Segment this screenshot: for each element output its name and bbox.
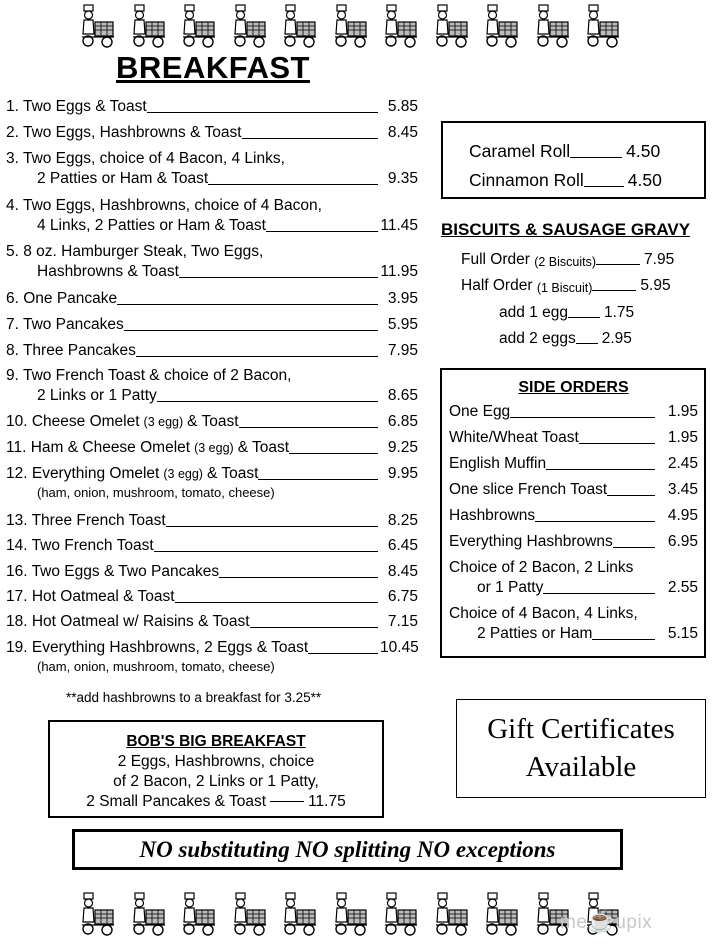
menu-item-note: (3 egg)	[194, 441, 234, 455]
menu-item-price: 7.95	[387, 342, 418, 359]
side-order-price: 1.95	[667, 429, 698, 446]
menu-item-note: (3 egg)	[143, 415, 184, 429]
side-order-name: 2 Patties or Ham	[477, 625, 593, 642]
menu-item-price: 8.25	[387, 512, 418, 529]
menu-item	[6, 587, 418, 607]
menu-item	[6, 149, 418, 189]
rolls-box	[441, 121, 706, 199]
menu-item-name: 10. Cheese Omelet	[6, 413, 140, 430]
side-order-name: One slice French Toast	[449, 481, 608, 498]
chef-cart-icon	[585, 4, 621, 48]
side-order-item	[449, 480, 698, 506]
menu-item-price: 9.25	[387, 439, 418, 456]
policy-text: NO substituting NO splitting NO exceptions	[139, 837, 556, 862]
menu-item-name: 18. Hot Oatmeal w/ Raisins & Toast	[6, 613, 250, 630]
side-order-name: or 1 Patty	[477, 579, 544, 596]
menu-item	[6, 289, 418, 309]
side-order-item	[449, 428, 698, 454]
menu-item-price: 8.45	[387, 563, 418, 580]
side-order-item	[449, 532, 698, 558]
side-order-name: Choice of 4 Bacon, 4 Links,	[449, 605, 638, 622]
menu-item	[6, 412, 418, 432]
menu-item-name: 9. Two French Toast & choice of 2 Bacon,	[6, 367, 292, 384]
menu-item-name: & Toast	[237, 439, 290, 456]
menu-item-name: 17. Hot Oatmeal & Toast	[6, 588, 175, 605]
menu-item	[6, 341, 418, 361]
menu-item-name: 12. Everything Omelet	[6, 465, 160, 482]
menu-item-name: 4. Two Eggs, Hashbrowns, choice of 4 Bacon,	[6, 197, 322, 214]
chef-cart-icon	[80, 4, 116, 48]
gift-certificates-box	[456, 699, 706, 798]
bobs-line: of 2 Bacon, 2 Links or 1 Patty,	[113, 773, 319, 790]
menu-item	[6, 612, 418, 632]
menu-item	[6, 438, 418, 458]
menu-item-price: 6.75	[387, 588, 418, 605]
menu-item-price: 6.85	[387, 413, 418, 430]
menu-item	[6, 536, 418, 556]
chef-cart-icon	[383, 4, 419, 48]
menu-item-name: 2. Two Eggs, Hashbrowns & Toast	[6, 124, 242, 141]
chef-cart-icon	[434, 4, 470, 48]
biscuits-heading: BISCUITS & SAUSAGE GRAVY	[441, 220, 691, 239]
menu-item-price: 6.45	[387, 537, 418, 554]
menu-item	[6, 464, 418, 502]
add-one-egg-price: 1.75	[603, 304, 635, 321]
chef-cart-icon	[484, 892, 520, 936]
menu-item-name: 3. Two Eggs, choice of 4 Bacon, 4 Links,	[6, 150, 285, 167]
side-order-price: 2.55	[667, 579, 698, 596]
menu-item-price: 11.45	[380, 217, 418, 234]
menu-item-note: (3 egg)	[163, 467, 203, 481]
chef-cart-icon	[181, 4, 217, 48]
chef-cart-icon	[333, 892, 369, 936]
roll-row: Caramel Roll 4.50	[469, 141, 661, 161]
chef-cart-icon	[282, 4, 318, 48]
side-order-item	[449, 454, 698, 480]
watermark: me☕upix	[560, 908, 653, 933]
side-order-name: Hashbrowns	[449, 507, 536, 524]
chef-cart-icon	[131, 892, 167, 936]
menu-item	[6, 123, 418, 143]
add-one-egg: add 1 egg 1.75	[499, 304, 635, 321]
menu-item-ingredients: (ham, onion, mushroom, tomato, cheese)	[37, 659, 275, 674]
policy-banner	[72, 829, 623, 870]
chef-cart-icon	[80, 892, 116, 936]
chef-cart-icon	[484, 4, 520, 48]
chef-cart-icon	[131, 4, 167, 48]
chef-cart-icon	[181, 892, 217, 936]
gift-line: Gift Certificates	[487, 713, 675, 745]
menu-item	[6, 97, 418, 117]
roll-row: Cinnamon Roll 4.50	[469, 170, 662, 190]
menu-item-name: 2 Patties or Ham & Toast	[37, 170, 209, 187]
menu-item-name: 8. Three Pancakes	[6, 342, 136, 359]
add-two-eggs-price: 2.95	[601, 330, 632, 347]
chef-cart-icon	[232, 4, 268, 48]
page-title: BREAKFAST	[116, 50, 310, 85]
side-order-price: 1.95	[667, 403, 698, 420]
menu-item-price: 8.65	[387, 387, 418, 404]
menu-item	[6, 196, 418, 236]
menu-item-name: & Toast	[206, 465, 259, 482]
menu-item	[6, 315, 418, 335]
biscuits-full-order: Full Order (2 Biscuits) 7.95	[461, 251, 675, 269]
side-order-name: Choice of 2 Bacon, 2 Links	[449, 559, 634, 576]
menu-item	[6, 242, 418, 282]
side-order-price: 5.15	[667, 625, 698, 642]
menu-item-price: 7.15	[387, 613, 418, 630]
side-order-item	[449, 402, 698, 428]
chef-cart-icon	[282, 892, 318, 936]
menu-item	[6, 511, 418, 531]
menu-item-name: 5. 8 oz. Hamburger Steak, Two Eggs,	[6, 243, 264, 260]
chef-cart-icon	[333, 4, 369, 48]
menu-item-price: 9.35	[387, 170, 418, 187]
roll-price: 4.50	[626, 141, 661, 161]
menu-item-price: 5.95	[387, 316, 418, 333]
side-order-name: One Egg	[449, 403, 511, 420]
add-two-eggs: add 2 eggs 2.95	[499, 330, 632, 347]
menu-item	[6, 638, 418, 676]
side-order-price: 2.45	[667, 455, 698, 472]
menu-item-name: 1. Two Eggs & Toast	[6, 98, 147, 115]
menu-item-name: 2 Links or 1 Patty	[37, 387, 157, 404]
menu-item	[6, 562, 418, 582]
biscuits-half-price: 5.95	[640, 277, 671, 294]
menu-item-name: Hashbrowns & Toast	[37, 263, 179, 280]
top-decoration-border	[80, 0, 640, 50]
side-order-name: English Muffin	[449, 455, 547, 472]
side-order-price: 6.95	[667, 533, 698, 550]
menu-item	[6, 366, 418, 406]
chef-cart-icon	[535, 4, 571, 48]
side-order-item	[449, 604, 698, 650]
side-orders-box	[440, 368, 706, 658]
biscuits-full-price: 7.95	[644, 251, 675, 268]
side-order-item	[449, 558, 698, 604]
bobs-line: 2 Small Pancakes & Toast 11.75	[86, 793, 346, 810]
side-order-name: White/Wheat Toast	[449, 429, 579, 446]
biscuits-half-order: Half Order (1 Biscuit) 5.95	[461, 277, 671, 295]
chef-cart-icon	[434, 892, 470, 936]
menu-item-name: 11. Ham & Cheese Omelet	[6, 439, 191, 456]
menu-item-name: 4 Links, 2 Patties or Ham & Toast	[37, 217, 266, 234]
menu-item-name: & Toast	[187, 413, 239, 430]
side-order-price: 3.45	[667, 481, 698, 498]
menu-item-price: 5.85	[387, 98, 418, 115]
side-orders-heading: SIDE ORDERS	[518, 379, 629, 396]
bobs-heading: BOB'S BIG BREAKFAST	[126, 733, 306, 750]
chef-cart-icon	[383, 892, 419, 936]
gift-line: Available	[525, 751, 637, 783]
bobs-line: 2 Eggs, Hashbrowns, choice	[117, 753, 315, 770]
menu-item-name: 13. Three French Toast	[6, 512, 166, 529]
side-order-name: Everything Hashbrowns	[449, 533, 613, 550]
menu-item-ingredients: (ham, onion, mushroom, tomato, cheese)	[37, 485, 275, 500]
bobs-big-breakfast-box	[48, 720, 384, 818]
roll-price: 4.50	[627, 170, 662, 190]
cup-icon: ☕	[587, 908, 616, 933]
menu-item-name: 6. One Pancake	[6, 290, 118, 307]
bottom-decoration-border	[80, 888, 640, 938]
menu-item-price: 8.45	[387, 124, 418, 141]
menu-item-name: 19. Everything Hashbrowns, 2 Eggs & Toast	[6, 639, 309, 656]
menu-item-price: 3.95	[387, 290, 418, 307]
menu-item-name: 14. Two French Toast	[6, 537, 154, 554]
bobs-price: 11.75	[308, 793, 346, 810]
menu-item-price: 9.95	[387, 465, 418, 482]
hashbrowns-note: **add hashbrowns to a breakfast for 3.25**	[66, 690, 322, 705]
chef-cart-icon	[232, 892, 268, 936]
menu-item-name: 16. Two Eggs & Two Pancakes	[6, 563, 220, 580]
menu-item-price: 10.45	[380, 639, 419, 656]
side-order-price: 4.95	[667, 507, 698, 524]
menu-item-price: 11.95	[380, 263, 418, 280]
menu-item-name: 7. Two Pancakes	[6, 316, 124, 333]
side-order-item	[449, 506, 698, 532]
